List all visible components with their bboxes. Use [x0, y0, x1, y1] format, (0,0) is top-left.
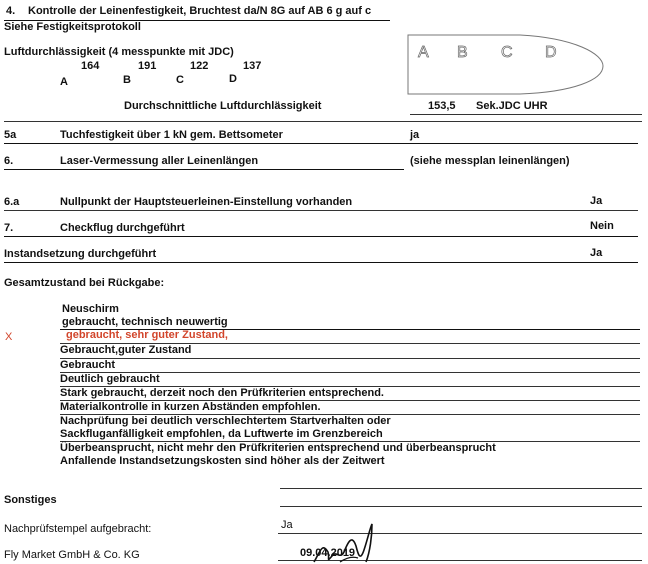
- value-b: 191: [138, 60, 157, 72]
- divider: [410, 114, 642, 115]
- row-6-label: Laser-Vermessung aller Leinenlängen: [60, 155, 259, 167]
- nachpruefstempel-value: Ja: [281, 519, 293, 531]
- avg-label: Durchschnittliche Luftdurchlässigkeit: [124, 100, 322, 112]
- date: 09.04.2019: [300, 547, 356, 559]
- divider: [4, 169, 404, 170]
- diagram-letter-b: B: [457, 44, 468, 61]
- row-7-number: 7.: [4, 222, 14, 234]
- letter-c: C: [176, 74, 184, 86]
- row-6-number: 6.: [4, 155, 14, 167]
- avg-value: 153,5: [428, 100, 456, 112]
- signature: [300, 522, 390, 564]
- option-ueberbeansprucht: Überbeansprucht, nicht mehr den Prüfkriterien entsprechend und überbeansprucht: [60, 442, 496, 454]
- luftdurch-label: Luftdurchlässigkeit (4 messpunkte mit JDC): [4, 46, 234, 58]
- diagram-letter-a: A: [418, 44, 429, 61]
- avg-unit: Sek.JDC UHR: [476, 100, 548, 112]
- row-6a-number: 6.a: [4, 196, 20, 208]
- diagram-letter-d: D: [545, 44, 557, 61]
- sonstiges-label: Sonstiges: [4, 494, 57, 506]
- selection-marker: X: [5, 331, 13, 343]
- diagram-letter-c: C: [501, 44, 513, 61]
- row-6a-label: Nullpunkt der Hauptsteuerleinen-Einstellung vorhanden: [60, 196, 353, 208]
- row-5a-label: Tuchfestigkeit über 1 kN gem. Bettsometer: [60, 129, 283, 141]
- section-number: 4.: [6, 5, 16, 17]
- row-7-value: Nein: [590, 220, 614, 232]
- option-stark-gebraucht: Stark gebraucht, derzeit noch den Prüfkriterien entsprechend.: [60, 387, 384, 399]
- divider: [280, 488, 642, 489]
- option-neuschirm: Neuschirm: [62, 303, 119, 315]
- row-6a-value: Ja: [590, 195, 603, 207]
- divider: [60, 358, 640, 359]
- option-instandsetzungskosten: Anfallende Instandsetzungskosten sind höher als der Zeitwert: [60, 455, 385, 467]
- row-6-value: (siehe messplan leinenlängen): [410, 155, 570, 167]
- row-5a-value: ja: [410, 129, 420, 141]
- letter-a: A: [60, 76, 68, 88]
- letter-d: D: [229, 73, 237, 85]
- option-gebraucht: Gebraucht: [60, 359, 116, 371]
- divider: [4, 121, 642, 122]
- nachpruefstempel-label: Nachprüfstempel aufgebracht:: [4, 523, 152, 535]
- value-a: 164: [81, 60, 100, 72]
- divider: [280, 506, 642, 507]
- value-d: 137: [243, 60, 262, 72]
- gesamtzustand-heading: Gesamtzustand bei Rückgabe:: [4, 277, 165, 289]
- option-materialkontrolle: Materialkontrolle in kurzen Abständen empfohlen.: [60, 401, 321, 413]
- row-5a-number: 5a: [4, 129, 17, 141]
- option-guter-zustand: Gebraucht,guter Zustand: [60, 344, 192, 356]
- wing-diagram: [405, 32, 605, 97]
- option-technisch-neuwertig: gebraucht, technisch neuwertig: [62, 316, 228, 328]
- letter-b: B: [123, 74, 131, 86]
- option-sehr-guter-zustand: gebraucht, sehr guter Zustand,: [66, 329, 228, 341]
- company-name: Fly Market GmbH & Co. KG: [4, 549, 140, 561]
- instandsetzung-label: Instandsetzung durchgeführt: [4, 248, 157, 260]
- divider: [4, 236, 638, 237]
- row-7-label: Checkflug durchgeführt: [60, 222, 185, 234]
- divider: [4, 210, 638, 211]
- section-subtitle: Siehe Festigkeitsprotokoll: [4, 21, 141, 33]
- divider: [4, 143, 638, 144]
- instandsetzung-value: Ja: [590, 247, 603, 259]
- option-nachpruefung: Nachprüfung bei deutlich verschlechtertem Startverhalten oder: [60, 415, 391, 427]
- divider: [4, 262, 638, 263]
- section-title: Kontrolle der Leinenfestigkeit, Bruchtest da/N 8G auf AB 6 g auf c: [28, 5, 372, 17]
- option-deutlich-gebraucht: Deutlich gebraucht: [60, 373, 160, 385]
- option-sackflug: Sackfluganfälligkeit empfohlen, da Luftwerte im Grenzbereich: [60, 428, 383, 440]
- value-c: 122: [190, 60, 209, 72]
